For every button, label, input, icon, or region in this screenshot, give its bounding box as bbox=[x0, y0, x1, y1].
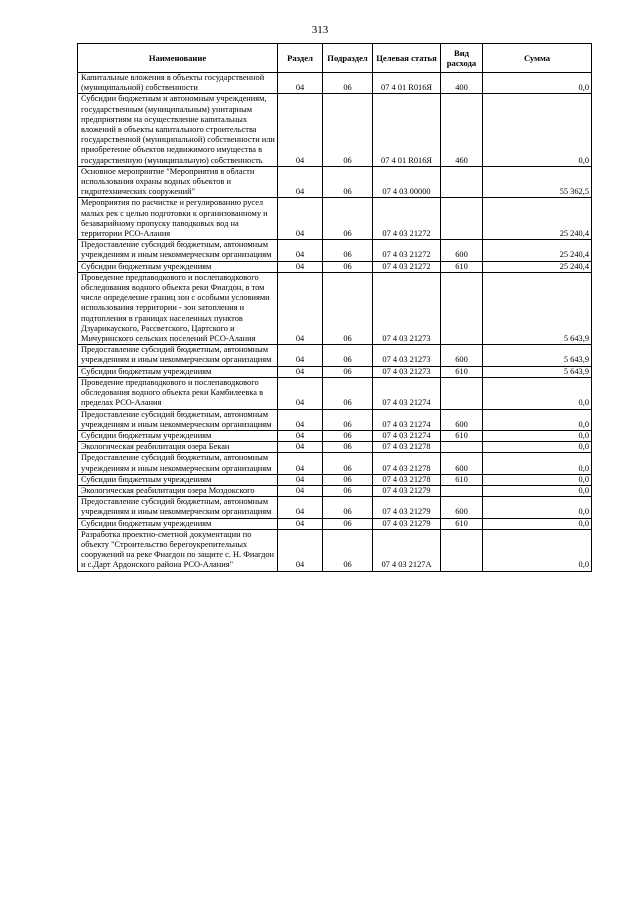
header-vid: Вид расхода bbox=[441, 44, 483, 73]
row-statya: 07 4 03 21279 bbox=[373, 518, 441, 529]
row-vid: 610 bbox=[441, 430, 483, 441]
table-row bbox=[78, 240, 592, 261]
row-podrazdel: 06 bbox=[323, 442, 373, 453]
row-summa: 0,0 bbox=[483, 529, 592, 571]
row-summa: 5 643,9 bbox=[483, 272, 592, 344]
row-statya: 07 4 03 21273 bbox=[373, 366, 441, 377]
row-statya: 07 4 03 21273 bbox=[373, 345, 441, 366]
row-razdel: 04 bbox=[278, 198, 323, 240]
row-name: Экологическая реабилитация озера Моздокского bbox=[78, 485, 278, 496]
row-name: Субсидии бюджетным учреждениям bbox=[78, 366, 278, 377]
table-row bbox=[78, 430, 592, 441]
row-vid bbox=[441, 272, 483, 344]
row-summa: 55 362,5 bbox=[483, 166, 592, 198]
row-razdel: 04 bbox=[278, 345, 323, 366]
row-razdel: 04 bbox=[278, 430, 323, 441]
row-summa: 0,0 bbox=[483, 73, 592, 94]
row-razdel: 04 bbox=[278, 261, 323, 272]
row-name: Субсидии бюджетным и автономным учреждениям, государственным (муниципальным) унитарным предприятиям на осуществление капитальных вложений в объекты капитального строительства государственной (муниципальной) собственности или приобретение объектов недвижимого имущества в государственную (муниципальную) собственность bbox=[78, 94, 278, 166]
row-podrazdel: 06 bbox=[323, 366, 373, 377]
row-summa: 0,0 bbox=[483, 485, 592, 496]
row-podrazdel: 06 bbox=[323, 474, 373, 485]
header-podrazdel: Подраздел bbox=[323, 44, 373, 73]
row-name: Субсидии бюджетным учреждениям bbox=[78, 518, 278, 529]
row-summa: 25 240,4 bbox=[483, 240, 592, 261]
row-vid: 600 bbox=[441, 453, 483, 474]
row-name: Основное мероприятие "Мероприятия в области использования охраны водных объектов и гидротехнических сооружений" bbox=[78, 166, 278, 198]
row-razdel: 04 bbox=[278, 94, 323, 166]
row-podrazdel: 06 bbox=[323, 409, 373, 430]
row-summa: 0,0 bbox=[483, 430, 592, 441]
row-summa: 0,0 bbox=[483, 497, 592, 518]
row-summa: 0,0 bbox=[483, 409, 592, 430]
row-statya: 07 4 01 R016Я bbox=[373, 73, 441, 94]
table-row bbox=[78, 485, 592, 496]
row-statya: 07 4 03 21278 bbox=[373, 474, 441, 485]
row-name: Предоставление субсидий бюджетным, автономным учреждениям и иным некоммерческим организациям bbox=[78, 453, 278, 474]
row-summa: 25 240,4 bbox=[483, 261, 592, 272]
row-statya: 07 4 01 R016Я bbox=[373, 94, 441, 166]
row-name: Субсидии бюджетным учреждениям bbox=[78, 474, 278, 485]
row-podrazdel: 06 bbox=[323, 377, 373, 409]
row-vid: 600 bbox=[441, 345, 483, 366]
table-row bbox=[78, 94, 592, 166]
row-razdel: 04 bbox=[278, 485, 323, 496]
row-name: Предоставление субсидий бюджетным, автономным учреждениям и иным некоммерческим организациям bbox=[78, 240, 278, 261]
table-row bbox=[78, 345, 592, 366]
row-podrazdel: 06 bbox=[323, 166, 373, 198]
row-vid: 600 bbox=[441, 409, 483, 430]
row-vid: 400 bbox=[441, 73, 483, 94]
table-row bbox=[78, 497, 592, 518]
row-razdel: 04 bbox=[278, 409, 323, 430]
row-name: Проведение предпаводкового и послепаводкового обследования водного объекта реки Камбилеевка в пределах РСО-Алания bbox=[78, 377, 278, 409]
table-row bbox=[78, 261, 592, 272]
table-header-row bbox=[78, 44, 592, 73]
row-vid bbox=[441, 166, 483, 198]
row-name: Экологическая реабилитация озера Бекан bbox=[78, 442, 278, 453]
row-name: Разработка проектно-сметной документации по объекту "Строительство берегоукрепительных сооружений на реке Фиагдон по защите с. Н. Фиагдон и с.Дарт Ардонского района РСО-Алания" bbox=[78, 529, 278, 571]
table-row bbox=[78, 409, 592, 430]
row-razdel: 04 bbox=[278, 518, 323, 529]
row-name: Проведение предпаводкового и послепаводкового обследования водного объекта реки Фиагдон, в том числе определение границ зон с особыми условиями использования территории - зон затопления и подтопления в границах населенных пунктов Дзуарикауского, Рассветского, Цартского и Мичуринского сельских поселений РСО-Алания bbox=[78, 272, 278, 344]
row-statya: 07 4 03 21272 bbox=[373, 198, 441, 240]
row-statya: 07 4 03 21272 bbox=[373, 240, 441, 261]
table-row bbox=[78, 442, 592, 453]
row-podrazdel: 06 bbox=[323, 345, 373, 366]
row-podrazdel: 06 bbox=[323, 518, 373, 529]
row-vid bbox=[441, 529, 483, 571]
row-vid: 610 bbox=[441, 518, 483, 529]
header-statya: Целевая статья bbox=[373, 44, 441, 73]
row-podrazdel: 06 bbox=[323, 497, 373, 518]
row-razdel: 04 bbox=[278, 529, 323, 571]
row-razdel: 04 bbox=[278, 453, 323, 474]
row-vid bbox=[441, 442, 483, 453]
row-podrazdel: 06 bbox=[323, 198, 373, 240]
header-razdel: Раздел bbox=[278, 44, 323, 73]
row-razdel: 04 bbox=[278, 442, 323, 453]
row-vid: 610 bbox=[441, 366, 483, 377]
row-name: Предоставление субсидий бюджетным, автономным учреждениям и иным некоммерческим организациям bbox=[78, 409, 278, 430]
row-podrazdel: 06 bbox=[323, 240, 373, 261]
row-summa: 0,0 bbox=[483, 94, 592, 166]
row-summa: 0,0 bbox=[483, 518, 592, 529]
row-statya: 07 4 03 21272 bbox=[373, 261, 441, 272]
row-podrazdel: 06 bbox=[323, 529, 373, 571]
row-statya: 07 4 03 21278 bbox=[373, 442, 441, 453]
row-vid: 460 bbox=[441, 94, 483, 166]
row-name: Субсидии бюджетным учреждениям bbox=[78, 261, 278, 272]
header-summa: Сумма bbox=[483, 44, 592, 73]
row-statya: 07 4 03 21274 bbox=[373, 409, 441, 430]
row-name: Мероприятия по расчистке и регулированию русел малых рек с целью подготовки к организованному и безаварийному пропуску паводковых вод на территории РСО-Алания bbox=[78, 198, 278, 240]
row-razdel: 04 bbox=[278, 166, 323, 198]
row-statya: 07 4 03 2127А bbox=[373, 529, 441, 571]
table-row bbox=[78, 453, 592, 474]
table-row bbox=[78, 474, 592, 485]
row-razdel: 04 bbox=[278, 497, 323, 518]
row-vid bbox=[441, 485, 483, 496]
table-row bbox=[78, 366, 592, 377]
row-summa: 5 643,9 bbox=[483, 345, 592, 366]
row-statya: 07 4 03 00000 bbox=[373, 166, 441, 198]
row-podrazdel: 06 bbox=[323, 94, 373, 166]
table-row bbox=[78, 529, 592, 571]
row-podrazdel: 06 bbox=[323, 485, 373, 496]
row-statya: 07 4 03 21279 bbox=[373, 485, 441, 496]
row-podrazdel: 06 bbox=[323, 261, 373, 272]
row-name: Субсидии бюджетным учреждениям bbox=[78, 430, 278, 441]
row-razdel: 04 bbox=[278, 366, 323, 377]
row-razdel: 04 bbox=[278, 377, 323, 409]
row-razdel: 04 bbox=[278, 474, 323, 485]
budget-table bbox=[77, 43, 592, 572]
row-razdel: 04 bbox=[278, 240, 323, 261]
row-podrazdel: 06 bbox=[323, 453, 373, 474]
table-row bbox=[78, 198, 592, 240]
table-row bbox=[78, 73, 592, 94]
row-statya: 07 4 03 21274 bbox=[373, 377, 441, 409]
row-podrazdel: 06 bbox=[323, 430, 373, 441]
header-name: Наименование bbox=[78, 44, 278, 73]
row-name: Предоставление субсидий бюджетным, автономным учреждениям и иным некоммерческим организациям bbox=[78, 345, 278, 366]
row-summa: 25 240,4 bbox=[483, 198, 592, 240]
row-podrazdel: 06 bbox=[323, 272, 373, 344]
row-vid: 610 bbox=[441, 474, 483, 485]
table-row bbox=[78, 518, 592, 529]
row-statya: 07 4 03 21274 bbox=[373, 430, 441, 441]
row-summa: 0,0 bbox=[483, 377, 592, 409]
row-summa: 5 643,9 bbox=[483, 366, 592, 377]
table-row bbox=[78, 166, 592, 198]
table-row bbox=[78, 377, 592, 409]
row-vid: 600 bbox=[441, 497, 483, 518]
row-summa: 0,0 bbox=[483, 474, 592, 485]
row-statya: 07 4 03 21278 bbox=[373, 453, 441, 474]
row-vid bbox=[441, 377, 483, 409]
row-razdel: 04 bbox=[278, 73, 323, 94]
row-name: Предоставление субсидий бюджетным, автономным учреждениям и иным некоммерческим организациям bbox=[78, 497, 278, 518]
row-vid bbox=[441, 198, 483, 240]
row-name: Капитальные вложения в объекты государственной (муниципальной) собственности bbox=[78, 73, 278, 94]
page-number: 313 bbox=[311, 24, 329, 36]
row-vid: 610 bbox=[441, 261, 483, 272]
row-summa: 0,0 bbox=[483, 442, 592, 453]
row-statya: 07 4 03 21279 bbox=[373, 497, 441, 518]
table-row bbox=[78, 272, 592, 344]
row-podrazdel: 06 bbox=[323, 73, 373, 94]
row-vid: 600 bbox=[441, 240, 483, 261]
row-statya: 07 4 03 21273 bbox=[373, 272, 441, 344]
row-summa: 0,0 bbox=[483, 453, 592, 474]
row-razdel: 04 bbox=[278, 272, 323, 344]
